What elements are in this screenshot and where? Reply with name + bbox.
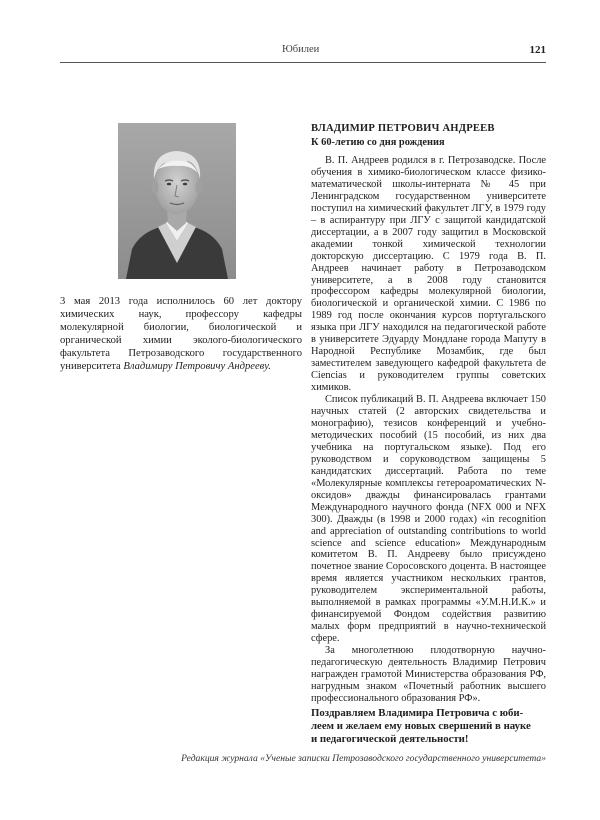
running-head (60, 44, 546, 60)
portrait-photo (118, 123, 236, 279)
congratulation (311, 707, 546, 746)
portrait-icon (118, 123, 236, 279)
congratulation-line: и педагогической деятельности! (311, 733, 469, 745)
photo-caption (60, 296, 302, 373)
header-rule (60, 62, 546, 63)
body-paragraph: За многолетнюю плодотворную научно-педагогическую деятельность Владимир Петрович награжден грамотой Министерства образования РФ, нагрудным знаком «Почетный работник высшего профессионального образования РФ». (311, 645, 546, 704)
caption-text: 3 мая 2013 года исполнилось 60 лет доктору химических наук, профессору кафедры молекулярной биологии, биологической и органической химии эколого-биологического факультета Петрозаводского государственного университета (60, 296, 302, 372)
congratulation-line: леем и желаем ему новых свершений в науке (311, 720, 531, 732)
article-title: ВЛАДИМИР ПЕТРОВИЧ АНДРЕЕВ (311, 123, 495, 134)
page-number: 121 (529, 44, 546, 56)
section-title: Юбилеи (282, 44, 320, 55)
caption-honoree: Владимиру Петровичу Андрееву. (123, 360, 271, 372)
article-subtitle: К 60-летию со дня рождения (311, 137, 445, 148)
congratulation-line: Поздравляем Владимира Петровича с юби- (311, 707, 524, 719)
body-paragraph: Список публикаций В. П. Андреева включает 150 научных статей (2 авторских свидетельства и монографию), тезисов конференций и учебно-методических пособий (15 пособий, из них два учебника на португальском языке). Под его руководством и соруководством защищены 5 кандидатских диссертаций. Работа по теме «Молекулярные комплексы гетероароматических N-оксидов» дважды финансировалась грантами Международного научного фонда (NFX 000 и NFX 300). Дважды (в 1998 и 2000 годах) «in recognition and appreciation of outstanding contributions to world science and science education» Международным комитетом В. П. Андрееву было присуждено почетное звание Соросовского доцента. В настоящее время является участником нескольких грантов, руководителем экспериментальной работы, выполняемой в рамках программы «У.М.Н.И.К.» и финансируемой Фондом содействия развитию малых форм предприятий в научно-технической сфере. (311, 394, 546, 645)
article-body (311, 155, 546, 705)
body-paragraph: В. П. Андреев родился в г. Петрозаводске. После обучения в химико-биологическом классе физико-математической школы-интерната № 45 при Ленинградском государственном университете поступил на химический факультет ЛГУ, в 1979 году – в аспирантуру при ЛГУ с защитой кандидатской диссертации, а в 2007 году защитил в Московской академии тонкой химической технологии докторскую диссертацию. С 1979 года В. П. Андреев начинает работу в Петрозаводском университете, а в 2008 году становится профессором кафедры молекулярной биологии, биологической и органической химии. С 1986 по 1989 год после окончания курсов португальского языка при ЛГУ находился на педагогической работе в университете Эдуарду Мондлане города Мапуту в Народной Республике Мозамбик, где был заместителем заведующего кафедрой факультета de Ciencias и руководителем группы советских химиков. (311, 155, 546, 394)
editorial-signature: Редакция журнала «Ученые записки Петрозаводского государственного университета» (181, 753, 546, 764)
